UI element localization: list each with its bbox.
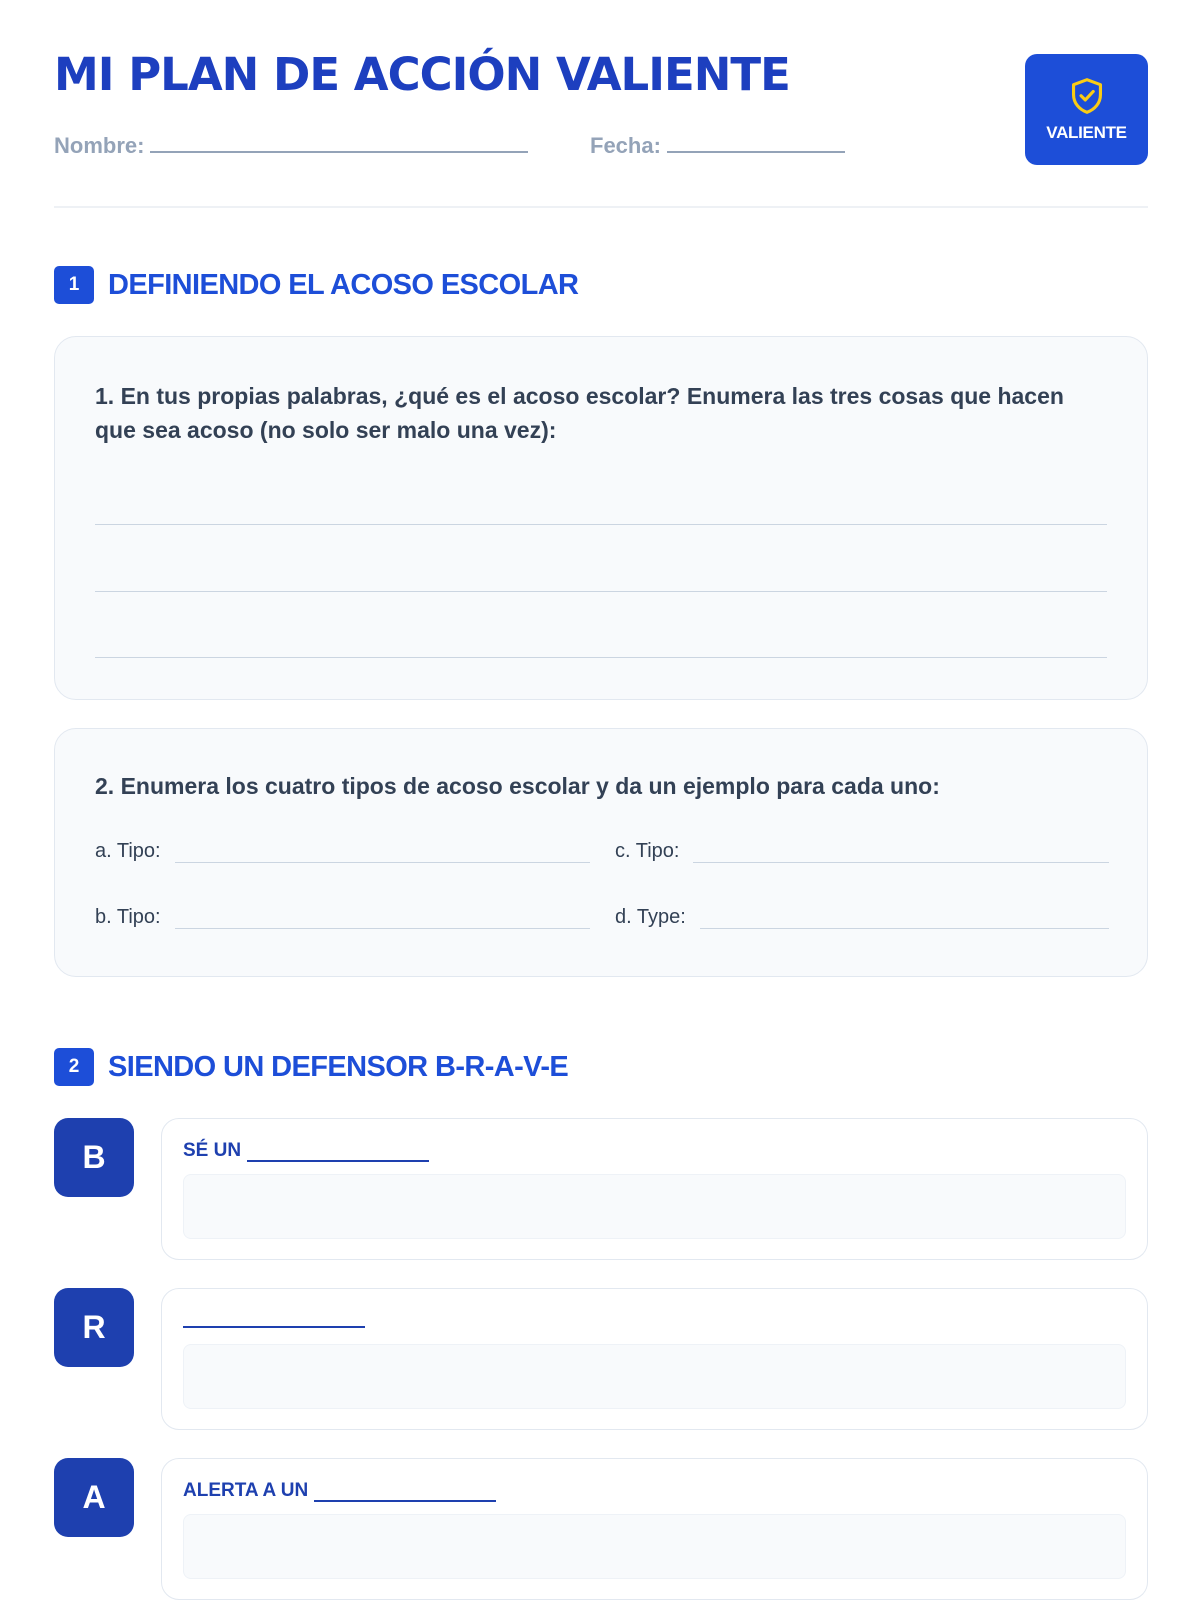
answer-line[interactable] (95, 524, 1107, 525)
header-divider (54, 206, 1148, 208)
type-label: c. Tipo: (615, 840, 680, 862)
brave-blank[interactable] (247, 1144, 429, 1162)
section-number: 2 (54, 1048, 94, 1086)
brave-card-r (161, 1288, 1148, 1430)
badge-label: VALIENTE (1046, 122, 1127, 142)
name-label: Nombre: (54, 133, 145, 158)
question-1-text: 1. En tus propias palabras, ¿qué es el acoso escolar? Enumera las tres cosas que hacen que sea acoso (no solo ser malo una vez): (95, 383, 1064, 443)
page-title: MI PLAN DE ACCIÓN VALIENTE (54, 48, 790, 101)
brave-card-b (161, 1118, 1148, 1260)
section-2-header (54, 1048, 568, 1086)
type-label: b. Tipo: (95, 906, 161, 928)
answer-line[interactable] (95, 657, 1107, 658)
type-blank[interactable] (693, 837, 1109, 863)
question-2-card (54, 728, 1148, 977)
name-blank[interactable] (150, 133, 528, 153)
brave-answer-box[interactable] (183, 1514, 1126, 1579)
brave-prompt (183, 1480, 496, 1502)
brave-prompt-text: ALERTA A UN (183, 1480, 309, 1501)
type-label: a. Tipo: (95, 840, 161, 862)
date-blank[interactable] (667, 133, 845, 153)
type-blank[interactable] (700, 903, 1109, 929)
type-row-a (95, 837, 590, 863)
section-title: DEFINIENDO EL ACOSO ESCOLAR (108, 268, 579, 301)
type-row-d (615, 903, 1109, 929)
question-2-text: 2. Enumera los cuatro tipos de acoso escolar y da un ejemplo para cada uno: (95, 773, 940, 799)
brave-letter-b: B (54, 1118, 134, 1197)
brave-blank[interactable] (183, 1310, 365, 1328)
brave-blank[interactable] (314, 1484, 496, 1502)
brave-card-a (161, 1458, 1148, 1600)
brave-prompt (183, 1140, 429, 1162)
brave-letter-r: R (54, 1288, 134, 1367)
section-number: 1 (54, 266, 94, 304)
brave-prompt-text: SÉ UN (183, 1140, 242, 1161)
brave-prompt (183, 1310, 365, 1328)
type-blank[interactable] (175, 837, 590, 863)
answer-line[interactable] (95, 591, 1107, 592)
question-1-card (54, 336, 1148, 700)
valiente-badge (1025, 54, 1148, 165)
name-field (54, 133, 528, 159)
date-label: Fecha: (590, 133, 661, 158)
section-1-header (54, 266, 578, 304)
type-blank[interactable] (175, 903, 590, 929)
section-title: SIENDO UN DEFENSOR B-R-A-V-E (108, 1050, 569, 1083)
type-row-b (95, 903, 590, 929)
type-row-c (615, 837, 1109, 863)
type-label: d. Type: (615, 906, 686, 928)
shield-check-icon (1070, 77, 1104, 115)
date-field (590, 133, 845, 159)
brave-answer-box[interactable] (183, 1344, 1126, 1409)
brave-answer-box[interactable] (183, 1174, 1126, 1239)
brave-letter-a: A (54, 1458, 134, 1537)
